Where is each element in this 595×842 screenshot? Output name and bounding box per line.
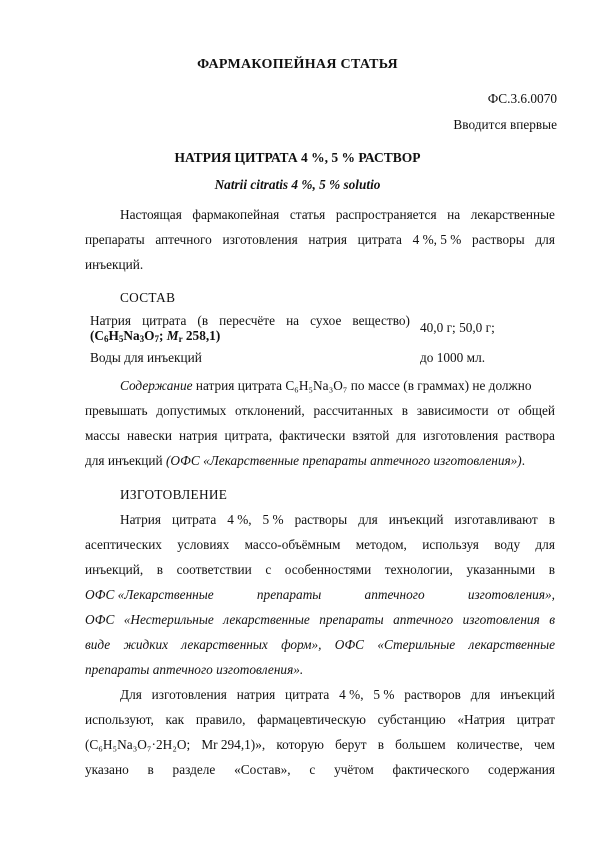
word: инъекций,: [85, 562, 144, 577]
manufacture-p1-line-3: [85, 562, 555, 578]
word: инъекций: [388, 512, 444, 527]
word: фармацевтическую: [257, 712, 366, 727]
word: аптечного: [364, 587, 425, 602]
word: ОФС: [85, 612, 115, 627]
word: пересчёте: [219, 313, 276, 328]
word: сухое: [310, 313, 342, 328]
word: виде: [85, 637, 111, 652]
word: на: [447, 207, 461, 222]
composition-row1-formula: ($C_6H_5Na_3O_7$; $M_r$ 258,1): [90, 328, 221, 344]
section-heading-composition: СОСТАВ: [120, 290, 176, 305]
word: на: [286, 313, 300, 328]
manufacture-p1-line-6: [85, 637, 555, 653]
word: 5 %: [373, 687, 395, 702]
word: натрия: [308, 232, 347, 247]
monograph-code: ФС.3.6.0070: [487, 91, 557, 106]
introduction-note: Вводится впервые: [453, 117, 557, 132]
word: лекарственных: [181, 637, 268, 652]
word: большем: [395, 737, 446, 752]
content-line-2: [85, 403, 555, 419]
content-line-1: [120, 378, 555, 394]
word: условиях: [177, 537, 230, 552]
word: правило,: [195, 712, 246, 727]
word: Настоящая: [120, 207, 182, 222]
word: 4 %, 5 %: [412, 232, 462, 247]
word: используя: [422, 537, 479, 552]
word: в: [147, 762, 154, 777]
word: натрия: [236, 687, 276, 702]
word: воду: [494, 537, 521, 552]
manufacture-p2-line-1: [120, 687, 555, 703]
word: субстанцию: [377, 712, 446, 727]
word: цитрата,: [224, 428, 273, 443]
word: содержания: [488, 762, 555, 777]
manufacture-p2-line-4: [85, 762, 555, 778]
word: для: [358, 512, 378, 527]
word: цитрата: [142, 313, 187, 328]
word: от: [497, 403, 510, 418]
word: Mr 294,1)»,: [201, 737, 266, 752]
word: фармакопейная: [192, 207, 280, 222]
word: в: [156, 562, 164, 577]
word: фактического: [392, 762, 470, 777]
word: используют,: [85, 712, 154, 727]
monograph-title-ru: НАТРИЯ ЦИТРАТА 4 %, 5 % РАСТВОР: [174, 150, 421, 165]
word: изготовления: [462, 612, 540, 627]
word: изготовления: [151, 687, 227, 702]
word: Натрия: [90, 313, 132, 328]
word: растворы: [472, 232, 525, 247]
word: аптечного: [393, 612, 454, 627]
content-line-4: [85, 453, 555, 469]
word: изготавливают: [454, 512, 538, 527]
word: раствора: [505, 428, 555, 443]
word: особенностями: [284, 562, 372, 577]
word: аптечного: [155, 232, 212, 247]
word: натрия: [178, 428, 218, 443]
word: 5 %: [262, 512, 284, 527]
content-term: Содержание: [120, 378, 193, 393]
composition-row2-label: Воды для инъекций: [90, 350, 202, 365]
word: лекарственные: [223, 612, 310, 627]
word: чем: [533, 737, 555, 752]
word: в: [377, 737, 384, 752]
word: в: [548, 562, 555, 577]
composition-row1-value: 40,0 г; 50,0 г;: [420, 320, 495, 335]
word: (в: [197, 313, 209, 328]
manufacture-p2-line-2: [85, 712, 555, 728]
word: изготовления: [222, 232, 298, 247]
word: разделе: [172, 762, 216, 777]
word: для: [535, 232, 555, 247]
intro-line-3: инъекций.: [85, 257, 144, 272]
word: (C₆H₅Na₃O₇·2H₂O;: [85, 737, 191, 752]
word: указано: [85, 762, 129, 777]
word: с: [265, 562, 272, 577]
word: лекарственные: [470, 207, 555, 222]
section-heading-manufacture: ИЗГОТОВЛЕНИЕ: [120, 487, 228, 502]
manufacture-p1-line-7: препараты аптечного изготовления».: [85, 662, 304, 677]
word: «Стерильные: [377, 637, 456, 652]
word: превышать: [85, 403, 148, 418]
word: изготовления: [423, 428, 499, 443]
word: жидких: [123, 637, 169, 652]
word: массы: [85, 428, 120, 443]
word: в: [401, 403, 409, 418]
content-reference: (ОФС «Лекарственные препараты аптечного изготовления»): [165, 453, 522, 468]
manufacture-p1-line-1: [120, 512, 555, 528]
word: препараты: [319, 612, 384, 627]
word: для: [470, 687, 491, 702]
word: цитрата: [285, 687, 330, 702]
word: растворов: [404, 687, 461, 702]
word: препараты: [256, 587, 322, 602]
word: цитрата: [171, 512, 217, 527]
word: лекарственные: [468, 637, 555, 652]
composition-row2-value: до 1000 мл.: [420, 350, 486, 365]
word: в: [548, 512, 555, 527]
content-line-3: [85, 428, 555, 444]
content-line-1-text: натрия цитрата C₆H₅Na₃O₇ по массе (в граммах) не должно: [192, 378, 532, 393]
word: инъекций: [500, 687, 555, 702]
word: общей: [518, 403, 555, 418]
word: рассчитанных: [313, 403, 394, 418]
word: асептических: [85, 537, 162, 552]
word: ОФС «Лекарственные: [85, 587, 214, 602]
content-line-4-end: .: [521, 453, 526, 468]
word: учётом: [334, 762, 374, 777]
word: количестве,: [456, 737, 523, 752]
word: технологии,: [384, 562, 453, 577]
word: соответствии: [176, 562, 252, 577]
word: 4 %,: [227, 512, 252, 527]
manufacture-p1-line-4: [85, 587, 555, 603]
word: для: [535, 537, 555, 552]
word: 4 %,: [339, 687, 364, 702]
word: распространяется: [335, 207, 437, 222]
word: ОФС: [334, 637, 365, 652]
word: фактически: [279, 428, 346, 443]
word: изготовления»,: [467, 587, 555, 602]
manufacture-p1-line-5: [85, 612, 555, 628]
word: отклонений,: [235, 403, 305, 418]
word: как: [165, 712, 185, 727]
intro-line-1: [120, 207, 555, 223]
word: статья: [289, 207, 326, 222]
word: массо-объёмным: [244, 537, 341, 552]
word: методом,: [355, 537, 407, 552]
word: навески: [127, 428, 172, 443]
word: форм»,: [281, 637, 322, 652]
word: растворы: [294, 512, 348, 527]
manufacture-p1-line-2: [85, 537, 555, 553]
word: которую: [276, 737, 324, 752]
word: цитрат: [516, 712, 555, 727]
intro-line-2: [85, 232, 555, 248]
monograph-title-latin: Natrii citratis 4 %, 5 % solutio: [214, 177, 381, 192]
word: взятой: [352, 428, 390, 443]
word: «Состав»,: [234, 762, 291, 777]
word: препараты: [85, 232, 145, 247]
word: допустимых: [156, 403, 227, 418]
word: берут: [335, 737, 367, 752]
word: Натрия: [120, 512, 162, 527]
word: Для: [120, 687, 142, 702]
word: с: [309, 762, 316, 777]
word: цитрата: [357, 232, 402, 247]
word: «Нестерильные: [123, 612, 214, 627]
word: для: [396, 428, 416, 443]
word: указанными: [466, 562, 536, 577]
content-line-4-text: для инъекций: [85, 453, 166, 468]
manufacture-p2-line-3: [85, 737, 555, 753]
composition-row1-label: [90, 313, 410, 329]
word: «Натрия: [457, 712, 506, 727]
word: вещество): [352, 313, 410, 328]
page-title: ФАРМАКОПЕЙНАЯ СТАТЬЯ: [197, 57, 398, 72]
word: зависимости: [416, 403, 489, 418]
word: в: [549, 612, 555, 627]
